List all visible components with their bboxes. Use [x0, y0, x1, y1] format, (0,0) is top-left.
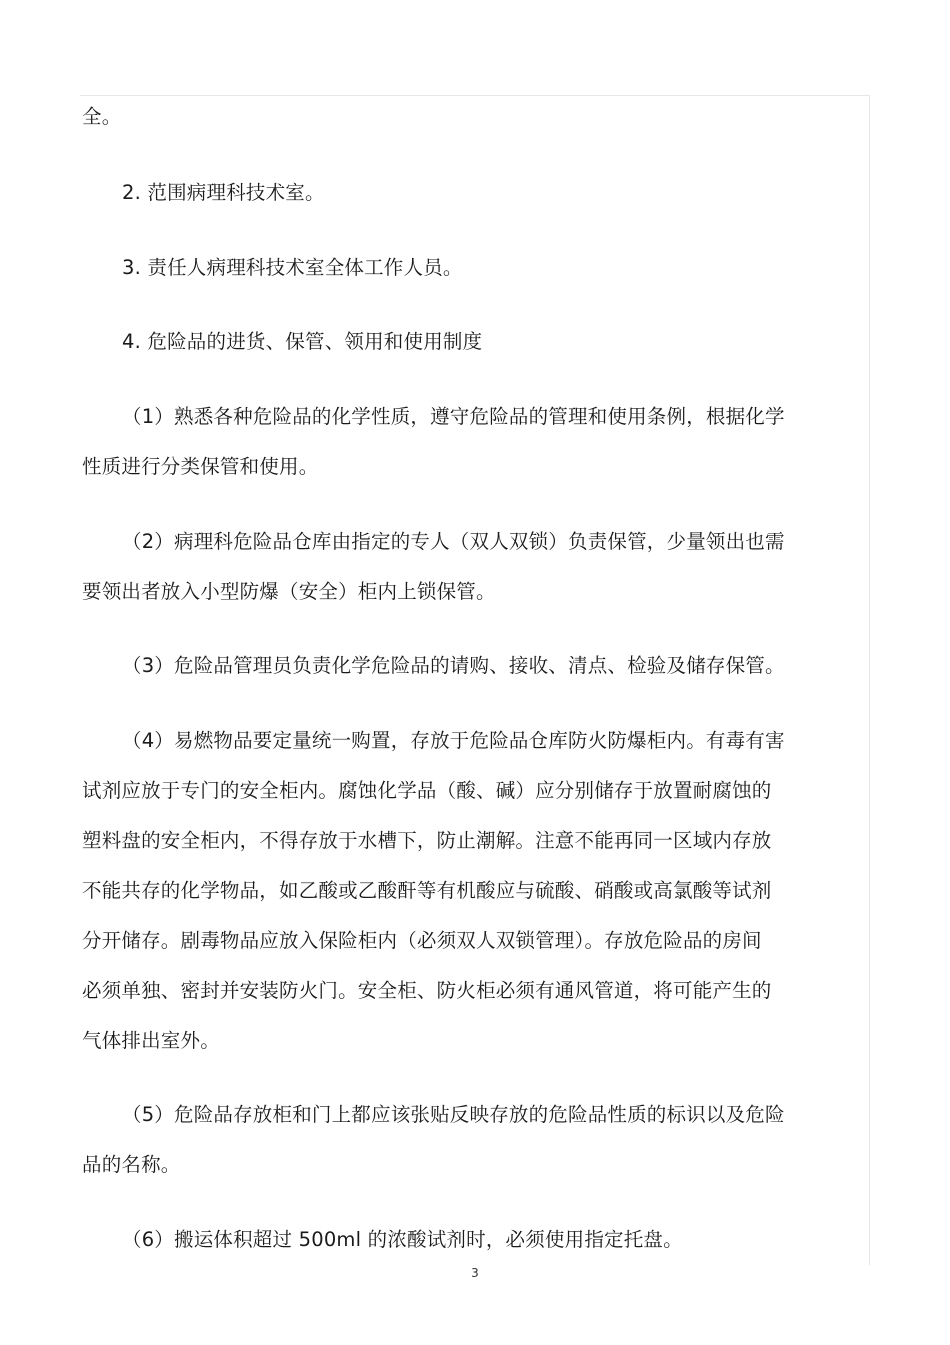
- paragraph-line: 分开储存。剧毒物品应放入保险柜内（必须双人双锁管理）。存放危险品的房间: [82, 929, 762, 952]
- paragraph-line: 性质进行分类保管和使用。: [82, 455, 319, 478]
- paragraph-line: （6）搬运体积超过 500ml 的浓酸试剂时，必须使用指定托盘。: [122, 1228, 683, 1251]
- page-number: 3: [471, 1266, 479, 1280]
- section-heading: 3. 责任人病理科技术室全体工作人员。: [122, 256, 463, 279]
- page-right-border: [869, 95, 870, 1265]
- paragraph-line: （3）危险品管理员负责化学危险品的请购、接收、清点、检验及储存保管。: [122, 654, 785, 677]
- section-heading: 4. 危险品的进货、保管、领用和使用制度: [122, 330, 483, 353]
- section-heading: 2. 范围病理科技术室。: [122, 181, 325, 204]
- paragraph-line: （1）熟悉各种危险品的化学性质，遵守危险品的管理和使用条例，根据化学: [122, 405, 785, 428]
- paragraph-line: 品的名称。: [82, 1153, 181, 1176]
- paragraph-line: 塑料盘的安全柜内，不得存放于水槽下，防止潮解。注意不能再同一区域内存放: [82, 829, 772, 852]
- paragraph-line: （2）病理科危险品仓库由指定的专人（双人双锁）负责保管，少量领出也需: [122, 530, 785, 553]
- paragraph-line: （4）易燃物品要定量统一购置，存放于危险品仓库防火防爆柜内。有毒有害: [122, 729, 785, 752]
- paragraph-line: 气体排出室外。: [82, 1029, 220, 1052]
- page-top-border: [80, 95, 870, 96]
- paragraph-line: （5）危险品存放柜和门上都应该张贴反映存放的危险品性质的标识以及危险: [122, 1103, 785, 1126]
- paragraph-line: 试剂应放于专门的安全柜内。腐蚀化学品（酸、碱）应分别储存于放置耐腐蚀的: [82, 779, 772, 802]
- paragraph-line: 必须单独、密封并安装防火门。安全柜、防火柜必须有通风管道，将可能产生的: [82, 979, 772, 1002]
- text-line: 全。: [82, 105, 122, 128]
- paragraph-line: 不能共存的化学物品，如乙酸或乙酸酐等有机酸应与硫酸、硝酸或高氯酸等试剂: [82, 879, 772, 902]
- paragraph-line: 要领出者放入小型防爆（安全）柜内上锁保管。: [82, 580, 496, 603]
